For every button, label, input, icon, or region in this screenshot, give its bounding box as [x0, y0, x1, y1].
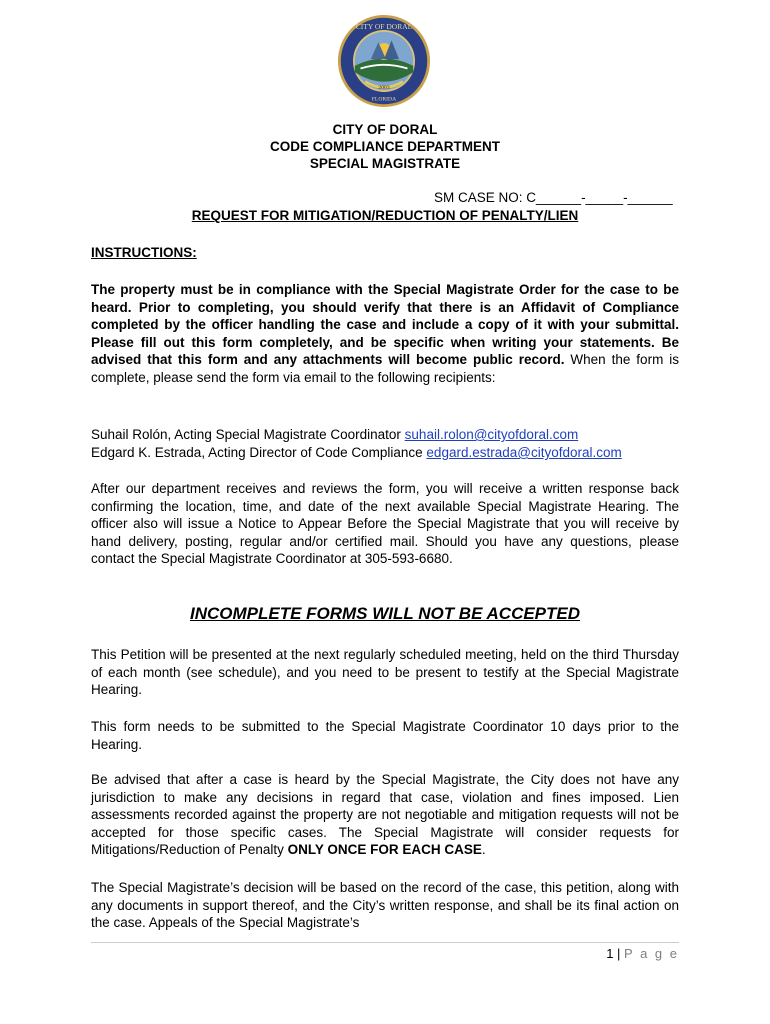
seal-top-text: CITY OF DORAL [355, 22, 413, 32]
recipient-2-email-link[interactable]: edgard.estrada@cityofdoral.com [426, 445, 622, 460]
petition-paragraph: This Petition will be presented at the next regularly scheduled meeting, held on the third Thursday of each month (see schedule), and you need to be present to testify at the Special Magistrate Hearing. [91, 647, 679, 698]
submission-paragraph: This form needs to be submitted to the Special Magistrate Coordinator 10 days prior to the Hearing. [91, 719, 679, 752]
page-separator: | [613, 946, 625, 961]
city-seal-logo [337, 14, 431, 108]
recipient-1-name: Suhail Rolón, Acting Special Magistrate Coordinator [91, 427, 405, 442]
case-number-field: SM CASE NO: C______-_____-______ [434, 190, 673, 205]
advisory-normal-text: Be advised that after a case is heard by the Special Magistrate, the City does not have any jurisdiction to make any decisions in regard that case, violation and fines imposed. Lien assessments recorded against the property are not negotiable and mitigation requests will not be accepted for those specific cases. The Special Magistrate will consider requests for Mitigations/Reduction of Penalty [91, 772, 679, 858]
recipient-1 [91, 426, 679, 444]
recipient-1-email-link[interactable]: suhail.rolon@cityofdoral.com [404, 427, 579, 442]
incomplete-forms-heading: INCOMPLETE FORMS WILL NOT BE ACCEPTED [189, 604, 581, 623]
instructions-bold-text: The property must be in compliance with the Special Magistrate Order for the case to be heard. Prior to completing, you should verify that there is an Affidavit of Compliance completed by the officer handling the case and include a copy of it with your submittal. Please fill out this form completely, and be specific when writing your statements. Be advised that this form and any attachments will become public record. [91, 282, 679, 368]
footer-divider [91, 942, 679, 943]
seal-year-text: 2003 [378, 85, 390, 92]
page-number-footer [606, 946, 679, 961]
instructions-paragraph [91, 281, 679, 387]
header-department: CODE COMPLIANCE DEPARTMENT [269, 139, 500, 154]
advisory-bold-text: ONLY ONCE FOR EACH CASE [287, 842, 482, 858]
seal-bottom-text: FLORIDA [371, 96, 397, 103]
page-number: 1 [606, 946, 614, 961]
recipient-2 [91, 444, 679, 462]
header-city: CITY OF DORAL [332, 122, 438, 137]
response-paragraph: After our department receives and reviews the form, you will receive a written response back confirming the location, time, and date of the next available Special Magistrate Hearing. The officer also will issue a Notice to Appear Before the Special Magistrate that you will receive by hand delivery, posting, regular and/or certified mail. Should you have any questions, please contact the Special Magistrate Coordinator at 305-593-6680. [91, 481, 679, 567]
instructions-heading: INSTRUCTIONS: [91, 245, 197, 260]
page-label: P a g e [624, 946, 679, 961]
recipient-2-name: Edgard K. Estrada, Acting Director of Code Compliance [91, 445, 427, 460]
instructions-normal-text: When the form is complete, please send the form via email to the following recipients: [91, 352, 679, 385]
request-title: REQUEST FOR MITIGATION/REDUCTION OF PENALTY/LIEN [191, 208, 579, 223]
decision-paragraph: The Special Magistrate’s decision will be based on the record of the case, this petition, along with any documents in support thereof, and the City’s written response, and shall be its final action on the case. Appeals of the Special Magistrate’s [91, 880, 679, 931]
advisory-end-text: . [481, 842, 486, 858]
advisory-paragraph [91, 771, 679, 859]
header-magistrate: SPECIAL MAGISTRATE [309, 156, 461, 171]
